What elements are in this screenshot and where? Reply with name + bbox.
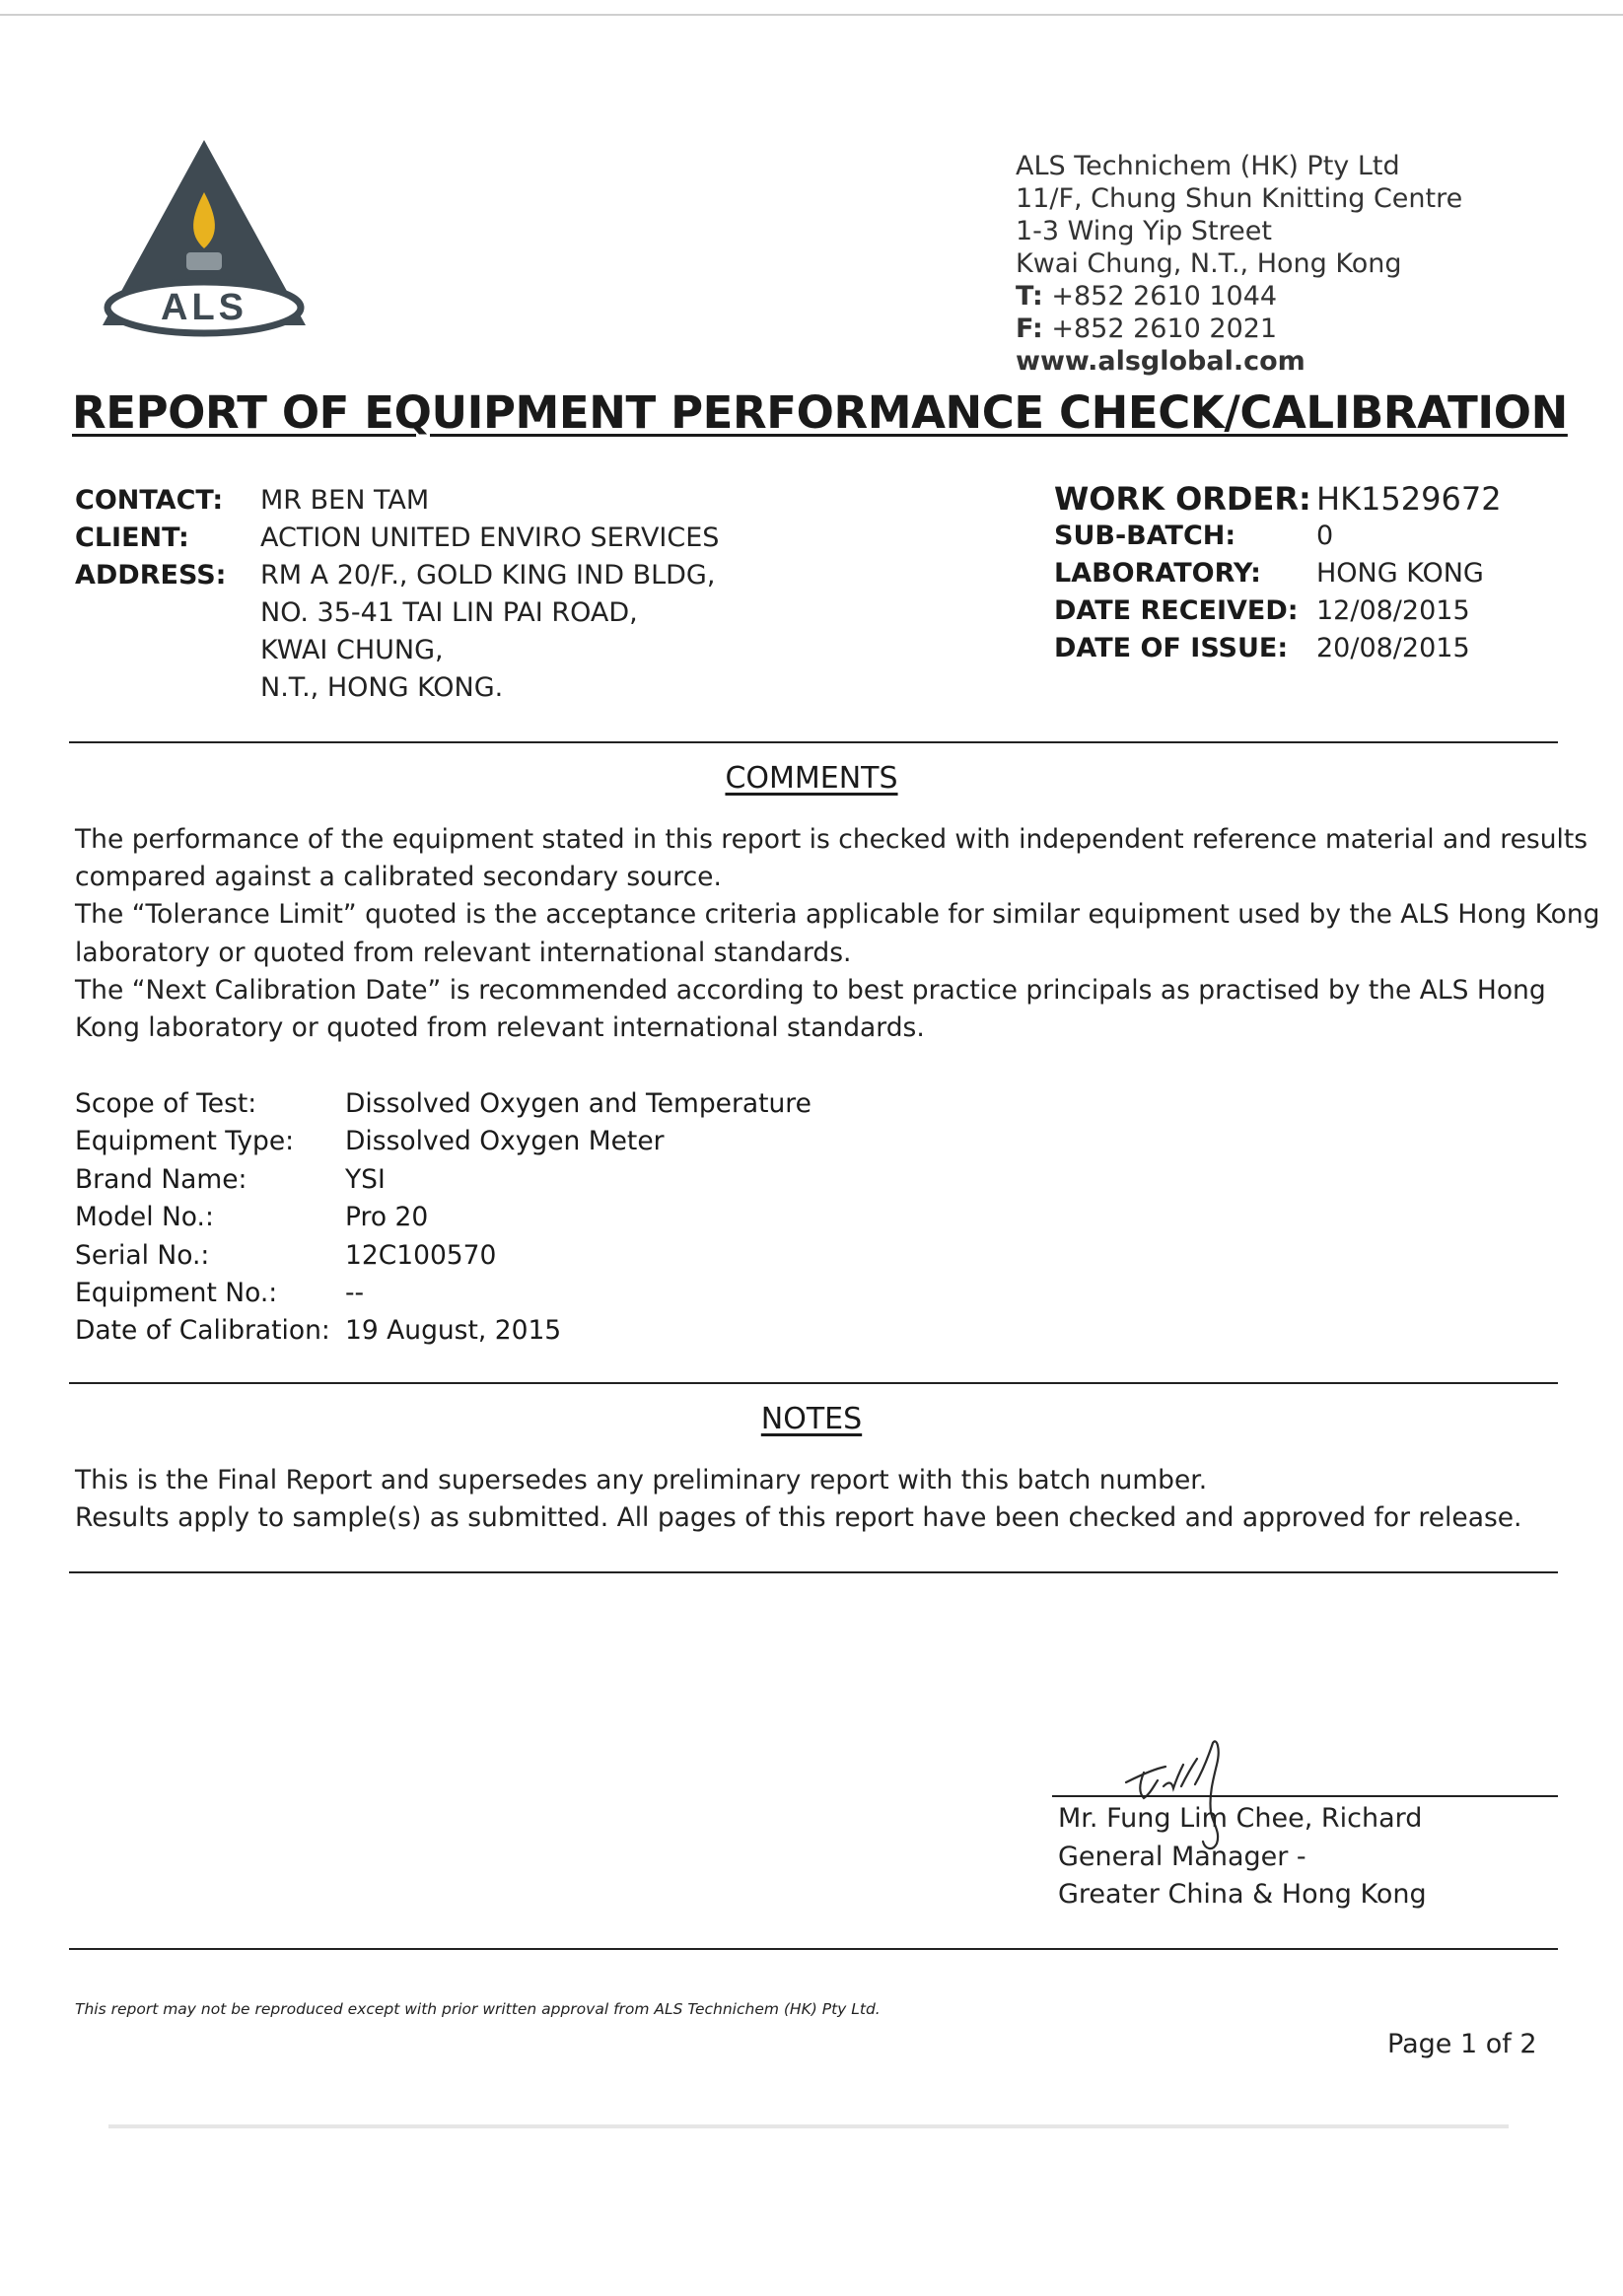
- brand-name-value: YSI: [345, 1163, 386, 1195]
- serial-no-label: Serial No.:: [75, 1239, 210, 1271]
- company-address-line: Kwai Chung, N.T., Hong Kong: [1016, 248, 1402, 279]
- signature-line: [1052, 1795, 1558, 1797]
- company-address-line: 11/F, Chung Shun Knitting Centre: [1016, 183, 1463, 214]
- divider: [69, 1948, 1558, 1950]
- als-logo: [99, 138, 311, 340]
- divider: [69, 1382, 1558, 1384]
- company-phone: T: +852 2610 1044: [1016, 281, 1278, 312]
- comments-heading: COMMENTS: [725, 761, 898, 796]
- scope-label: Scope of Test:: [75, 1088, 257, 1119]
- calibration-date-label: Date of Calibration:: [75, 1315, 330, 1347]
- calibration-date-value: 19 August, 2015: [345, 1315, 562, 1347]
- sub-batch-value: 0: [1316, 521, 1334, 551]
- date-received-value: 12/08/2015: [1316, 595, 1470, 626]
- model-no-label: Model No.:: [75, 1202, 214, 1233]
- comment-line: compared against a calibrated secondary source.: [75, 862, 722, 893]
- laboratory-label: LABORATORY:: [1054, 558, 1261, 589]
- comment-line: The performance of the equipment stated in this report is checked with independent reference material and results: [75, 824, 1588, 855]
- company-fax: F: +852 2610 2021: [1016, 313, 1278, 344]
- client-label: CLIENT:: [75, 522, 189, 553]
- equipment-no-value: --: [345, 1278, 365, 1309]
- client-value: ACTION UNITED ENVIRO SERVICES: [260, 522, 720, 553]
- equipment-type-label: Equipment Type:: [75, 1126, 295, 1157]
- equipment-detail-values: [345, 1085, 812, 1351]
- note-line: Results apply to sample(s) as submitted. All pages of this report have been checked and approved for release.: [75, 1502, 1522, 1534]
- order-info-labels: [1054, 482, 1311, 667]
- company-address-line: 1-3 Wing Yip Street: [1016, 216, 1272, 246]
- address-line: NO. 35-41 TAI LIN PAI ROAD,: [260, 597, 638, 628]
- serial-no-value: 12C100570: [345, 1239, 497, 1271]
- order-info-values: [1316, 482, 1502, 667]
- equipment-detail-labels: [75, 1085, 330, 1351]
- comment-line: The “Next Calibration Date” is recommended according to best practice principals as practised by the ALS Hong: [75, 974, 1546, 1006]
- comment-line: laboratory or quoted from relevant international standards.: [75, 937, 852, 968]
- equipment-no-label: Equipment No.:: [75, 1278, 278, 1309]
- comments-body: [75, 821, 1600, 1047]
- signatory-title: Greater China & Hong Kong: [1058, 1879, 1427, 1910]
- address-line: KWAI CHUNG,: [260, 635, 444, 665]
- scan-edge-line: [0, 14, 1623, 16]
- note-line: This is the Final Report and supersedes any preliminary report with this batch number.: [75, 1465, 1208, 1496]
- scan-edge-line: [108, 2124, 1509, 2128]
- reproduction-disclaimer: This report may not be reproduced except with prior written approval from ALS Technichem (HK) Pty Ltd.: [75, 2000, 881, 2018]
- work-order-value: HK1529672: [1316, 480, 1502, 518]
- company-name: ALS Technichem (HK) Pty Ltd: [1016, 151, 1400, 181]
- page-number: Page 1 of 2: [1387, 2029, 1537, 2059]
- sub-batch-label: SUB-BATCH:: [1054, 521, 1236, 551]
- date-of-issue-value: 20/08/2015: [1316, 633, 1470, 663]
- report-title: REPORT OF EQUIPMENT PERFORMANCE CHECK/CALIBRATION: [72, 386, 1568, 439]
- client-info-values: [260, 482, 719, 707]
- brand-name-label: Brand Name:: [75, 1163, 247, 1195]
- signatory-title: General Manager -: [1058, 1841, 1306, 1872]
- divider: [69, 741, 1558, 743]
- contact-value: MR BEN TAM: [260, 485, 430, 516]
- signatory-block: [1058, 1800, 1427, 1914]
- contact-label: CONTACT:: [75, 485, 224, 516]
- company-website[interactable]: www.alsglobal.com: [1016, 346, 1305, 377]
- address-line: RM A 20/F., GOLD KING IND BLDG,: [260, 560, 716, 591]
- address-label: ADDRESS:: [75, 560, 227, 591]
- address-line: N.T., HONG KONG.: [260, 672, 504, 703]
- work-order-label: WORK ORDER:: [1054, 480, 1311, 518]
- notes-body: [75, 1462, 1564, 1537]
- model-no-value: Pro 20: [345, 1202, 429, 1233]
- scope-value: Dissolved Oxygen and Temperature: [345, 1088, 812, 1119]
- laboratory-value: HONG KONG: [1316, 558, 1484, 589]
- date-of-issue-label: DATE OF ISSUE:: [1054, 633, 1289, 663]
- comment-line: The “Tolerance Limit” quoted is the acceptance criteria applicable for similar equipment used by the ALS Hong Kong: [75, 899, 1600, 931]
- logo-text: ALS: [161, 287, 247, 328]
- company-address-block: [1016, 150, 1462, 378]
- divider: [69, 1571, 1558, 1573]
- date-received-label: DATE RECEIVED:: [1054, 595, 1299, 626]
- comment-line: Kong laboratory or quoted from relevant international standards.: [75, 1012, 925, 1044]
- signatory-name: Mr. Fung Lim Chee, Richard: [1058, 1803, 1423, 1834]
- equipment-type-value: Dissolved Oxygen Meter: [345, 1126, 665, 1157]
- notes-heading: NOTES: [760, 1402, 863, 1436]
- client-info-labels: [75, 482, 226, 594]
